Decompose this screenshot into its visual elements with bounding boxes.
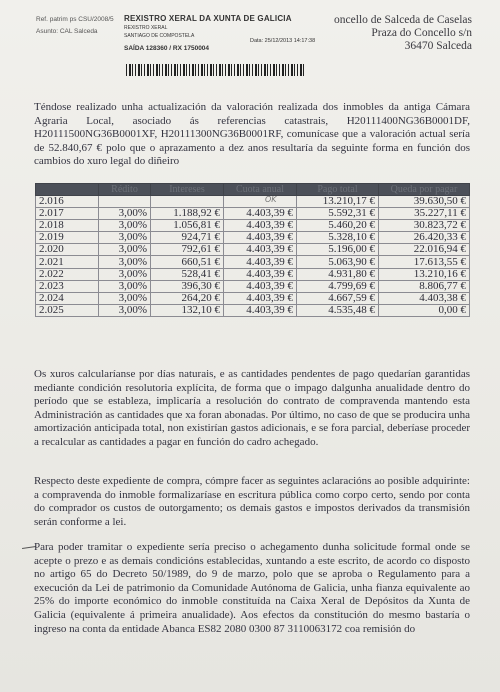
table-cell: 4.931,80 € — [297, 268, 379, 280]
table-cell: 3,00% — [99, 208, 151, 220]
table-row — [36, 220, 470, 232]
recipient-address — [322, 14, 472, 53]
table-cell: 5.592,31 € — [297, 208, 379, 220]
table-cell: 3,00% — [99, 292, 151, 304]
subject-line: Asunto: CAL Salceda — [36, 28, 98, 35]
table-cell: 0,00 € — [379, 304, 470, 316]
table-cell: 2.017 — [36, 208, 99, 220]
interest-paragraph: Os xuros calcularíanse por días naturais, e as cantidades pendentes de pago quedarían garantidas mediante condición resolutoria explícita, de forma que o impago dalgunha anualidade dentro do período que se estableza, implicaría a resolución do contrato de compravenda mantendo esta Administración as cantidades que xa foran abonadas. Por último, no caso de que se producira unha amortización anticipada total, non existirían gastos adicionais, e se fora parcial, deberíase proceder a recalcular as cantidades a pagar en función do cadro achegado. — [34, 368, 470, 448]
table-cell: 2.024 — [36, 292, 99, 304]
table-cell: 4.667,59 € — [297, 292, 379, 304]
table-cell: 4.403,39 € — [224, 220, 297, 232]
table-cell: 2.021 — [36, 256, 99, 268]
registry-sub-1: REXISTRO XERAL — [124, 25, 168, 31]
table-cell: 264,20 € — [151, 292, 224, 304]
registry-date: Data: 25/12/2013 14:17:38 — [250, 38, 316, 44]
procedure-paragraph: Para poder tramitar o expediente sería preciso o achegamento dunha solicitude formal onde se acepte o prezo e as demais condicións establecidas, xuntando a este escrito, de acordo co disposto no artigo 65 do Decreto 50/1989, do 9 de marzo, polo que se aproba o Regulamento para a execución da Lei de patrimonio da Comunidade Autónoma de Galicia, unha fianza equivalente ao 25% do importe económico do inmoble constituída na Caixa Xeral de Depósitos da Xunta de Galicia (equivalente á primeira anualidade). Aos efectos da constitución do mesmo bastaría o ingreso na conta da entidade Abanca ES82 2080 0300 87 3110063172 coa remisión do — [34, 541, 470, 635]
barcode — [126, 64, 306, 76]
table-row — [36, 304, 470, 316]
table-row — [36, 292, 470, 304]
registry-title: REXISTRO XERAL DA XUNTA DE GALICIA — [124, 14, 292, 23]
clarifications-paragraph: Respecto deste expediente de compra, cómpre facer as seguintes aclaracións ao posible adquirinte: a compravenda do inmoble formalizaríase en escritura pública como corpo certo, sendo por conta do comprador os custos de outorgamento; os demais gastos e impostos derivados da transmisión serán conforme a lei. — [34, 475, 470, 528]
table-cell: 660,51 € — [151, 256, 224, 268]
table-cell: 4.403,39 € — [224, 304, 297, 316]
recipient-line-1: oncello de Salceda de Caselas — [334, 14, 472, 26]
table-cell: 2.022 — [36, 268, 99, 280]
table-cell: 924,71 € — [151, 232, 224, 244]
intro-paragraph: Téndose realizado unha actualización da valoración realizada dos inmobles da antiga Cámara Agraria Local, asociado ás referencias catastrais, H20111400NG36B0001DF, H20111500NG36B0001XF, H20111300NG36B0001RF, comunícase que a valoración actual sería de 52.840,67 € polo que o aprazamento a dez anos resultaría da seguinte forma en función dos cambios do xuro legal do diñeiro — [34, 101, 470, 168]
recipient-line-3: 36470 Salceda — [404, 40, 472, 52]
table-cell: 2.020 — [36, 244, 99, 256]
header-cell: Cuota anual — [224, 184, 297, 196]
table-cell: 2.018 — [36, 220, 99, 232]
table-cell: 4.799,69 € — [297, 280, 379, 292]
reference-block — [36, 14, 114, 38]
header-cell: Rédito — [99, 184, 151, 196]
table-cell: 396,30 € — [151, 280, 224, 292]
table-cell — [99, 196, 151, 208]
table-cell: 8.806,77 € — [379, 280, 470, 292]
table-cell: 4.403,39 € — [224, 256, 297, 268]
table-cell: 17.613,55 € — [379, 256, 470, 268]
table-cell: 792,61 € — [151, 244, 224, 256]
table-cell: 30.823,72 € — [379, 220, 470, 232]
registry-number: SAÍDA 128360 / RX 1750004 — [124, 45, 210, 52]
header-cell: Queda por pagar — [379, 184, 470, 196]
table-cell: 2.016 — [36, 196, 99, 208]
table-cell — [224, 196, 297, 208]
table-cell: 5.460,20 € — [297, 220, 379, 232]
table-cell: 4.403,39 € — [224, 208, 297, 220]
table-row — [36, 232, 470, 244]
table-cell: 2.019 — [36, 232, 99, 244]
table-row — [36, 268, 470, 280]
table-cell: 4.535,48 € — [297, 304, 379, 316]
table-cell: 39.630,50 € — [379, 196, 470, 208]
table-cell: 4.403,39 € — [224, 280, 297, 292]
reference-line: Ref. patrim ps CSU/2008/5 — [36, 16, 114, 23]
table-cell: 1.056,81 € — [151, 220, 224, 232]
table-cell: 4.403,39 € — [224, 244, 297, 256]
table-header-row — [36, 184, 470, 196]
table-row — [36, 256, 470, 268]
table-cell: 528,41 € — [151, 268, 224, 280]
handwritten-ok: OK — [265, 195, 277, 204]
table-cell: 13.210,17 € — [297, 196, 379, 208]
table-cell: 35.227,11 € — [379, 208, 470, 220]
table-cell: 132,10 € — [151, 304, 224, 316]
table-cell: 3,00% — [99, 268, 151, 280]
header-cell: Intereses — [151, 184, 224, 196]
table-cell: 4.403,38 € — [379, 292, 470, 304]
table-row — [36, 196, 470, 208]
table-cell: 13.210,16 € — [379, 268, 470, 280]
table-cell: 4.403,39 € — [224, 292, 297, 304]
table-cell: 2.023 — [36, 280, 99, 292]
table-cell: 4.403,39 € — [224, 232, 297, 244]
table-cell: 3,00% — [99, 304, 151, 316]
table-cell: 2.025 — [36, 304, 99, 316]
table-cell: 5.196,00 € — [297, 244, 379, 256]
table-cell: 22.016,94 € — [379, 244, 470, 256]
table-cell: 26.420,33 € — [379, 232, 470, 244]
recipient-line-2: Praza do Concello s/n — [371, 27, 472, 39]
table-cell: 5.328,10 € — [297, 232, 379, 244]
registry-sub-2: SANTIAGO DE COMPOSTELA — [124, 33, 195, 39]
table-cell: 4.403,39 € — [224, 268, 297, 280]
table-cell: 3,00% — [99, 280, 151, 292]
table-row — [36, 208, 470, 220]
table-cell: 1.188,92 € — [151, 208, 224, 220]
table-cell: 5.063,90 € — [297, 256, 379, 268]
header-cell: Pago total — [297, 184, 379, 196]
table-cell: 3,00% — [99, 256, 151, 268]
registry-stamp — [124, 14, 316, 52]
header-cell — [36, 184, 99, 196]
table-row — [36, 244, 470, 256]
table-cell: 3,00% — [99, 232, 151, 244]
table-cell — [151, 196, 224, 208]
payment-schedule-table — [35, 183, 470, 317]
table-cell: 3,00% — [99, 244, 151, 256]
table-cell: 3,00% — [99, 220, 151, 232]
table-row — [36, 280, 470, 292]
